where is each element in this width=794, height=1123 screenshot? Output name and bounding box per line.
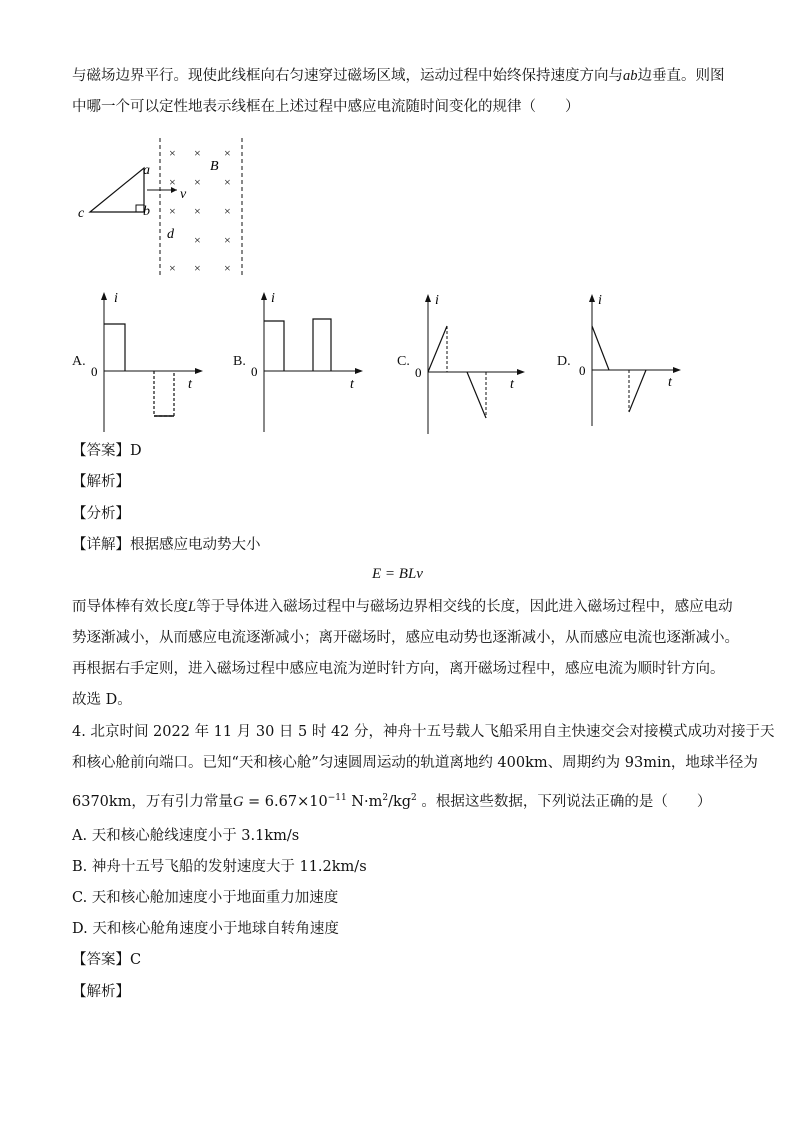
- graph-c: [404, 290, 529, 435]
- q4-answer: 【答案】C: [72, 952, 142, 968]
- pulse-negative-outline: [154, 371, 174, 416]
- axis-i: i: [114, 291, 118, 306]
- label-d: d: [167, 227, 174, 242]
- field-cross: ×: [194, 204, 201, 218]
- field-cross: ×: [224, 261, 231, 275]
- pulse-2: [313, 319, 331, 371]
- origin: 0: [415, 365, 422, 380]
- field-cross: ×: [194, 175, 201, 189]
- q4-option-d: D. 天和核心舱角速度小于地球自转角速度: [72, 921, 339, 937]
- ramp-positive: [428, 326, 447, 372]
- axis-i: i: [598, 293, 602, 308]
- graph-a: [80, 288, 205, 433]
- option-label-c: C.: [397, 354, 410, 369]
- field-cross: ×: [224, 233, 231, 247]
- q3-explanation-line4: 故选 D。: [72, 692, 132, 708]
- q4-option-c: C. 天和核心舱加速度小于地面重力加速度: [72, 890, 339, 906]
- field-cross: ×: [224, 146, 231, 160]
- q3-explanation-line2: 势逐渐减小，从而感应电流逐渐减小；离开磁场时，感应电动势也逐渐减小，从而感应电流也逐渐减小。: [72, 630, 739, 646]
- field-cross: ×: [194, 261, 201, 275]
- axis-t: t: [350, 377, 354, 392]
- field-cross: ×: [169, 261, 176, 275]
- option-label-d: D.: [557, 354, 571, 369]
- q4-line2: 和核心舱前向端口。已知“天和核心舱”匀速圆周运动的轨道离地约 400km、周期约为 93min，地球半径为: [72, 755, 758, 771]
- origin: 0: [251, 364, 258, 379]
- pulse-positive: [104, 324, 125, 371]
- field-cross: ×: [169, 204, 176, 218]
- label-b: b: [143, 204, 150, 219]
- q3-intro-line2: 中哪一个可以定性地表示线框在上述过程中感应电流随时间变化的规律（ ）: [72, 99, 580, 115]
- q3-fenxi-heading: 【分析】: [72, 506, 130, 522]
- q4-option-a: A. 天和核心舱线速度小于 3.1km/s: [72, 828, 300, 844]
- decay-positive: [592, 326, 609, 370]
- q4-analysis-heading: 【解析】: [72, 984, 130, 1000]
- axis-t: t: [668, 375, 672, 390]
- field-diagram: [72, 130, 272, 280]
- q3-answer: 【答案】D: [72, 443, 142, 459]
- field-cross: ×: [224, 204, 231, 218]
- q4-line3: 6370km，万有引力常量$G = 6.67\times 10^{-11}$ $N\cdot m^2/kg^2$ 。根据这些数据，下列说法正确的是（ ）: [72, 793, 712, 810]
- decay-negative: [629, 370, 646, 412]
- field-crosses: [169, 146, 231, 275]
- label-c: c: [78, 206, 85, 221]
- label-v: v: [180, 187, 187, 202]
- option-label-a: A.: [72, 354, 86, 369]
- label-a: a: [143, 163, 150, 178]
- axis-t: t: [188, 377, 192, 392]
- emf-formula: E = BLv: [372, 566, 423, 582]
- graph-d: [568, 290, 693, 435]
- q4-line1: 4. 北京时间 2022 年 11 月 30 日 5 时 42 分，神舟十五号载人飞船采用自主快速交会对接模式成功对接于天: [72, 724, 775, 740]
- q3-analysis-heading: 【解析】: [72, 474, 130, 490]
- origin: 0: [91, 364, 98, 379]
- origin: 0: [579, 363, 586, 378]
- q3-intro-line1: 与磁场边界平行。现使此线框向右匀速穿过磁场区域，运动过程中始终保持速度方向与ab边垂直。则图: [72, 68, 725, 84]
- q3-detail-heading: 【详解】根据感应电动势大小: [72, 537, 261, 553]
- axis-i: i: [271, 291, 275, 306]
- q3-explanation-line3: 再根据右手定则，进入磁场过程中感应电流为逆时针方向，离开磁场过程中，感应电流为顺时针方向。: [72, 661, 725, 677]
- label-B: B: [210, 159, 219, 174]
- field-cross: ×: [194, 146, 201, 160]
- option-label-b: B.: [233, 354, 246, 369]
- field-cross: ×: [194, 233, 201, 247]
- field-cross: ×: [169, 175, 176, 189]
- axis-t: t: [510, 377, 514, 392]
- field-cross: ×: [224, 175, 231, 189]
- graph-b: [240, 288, 365, 433]
- field-cross: ×: [169, 146, 176, 160]
- pulse-1: [264, 321, 284, 371]
- axis-i: i: [435, 293, 439, 308]
- ramp-negative: [467, 372, 486, 418]
- q3-explanation-line1: 而导体棒有效长度L等于导体进入磁场过程中与磁场边界相交线的长度，因此进入磁场过程中，感应电动: [72, 599, 733, 615]
- q4-option-b: B. 神舟十五号飞船的发射速度大于 11.2km/s: [72, 859, 367, 875]
